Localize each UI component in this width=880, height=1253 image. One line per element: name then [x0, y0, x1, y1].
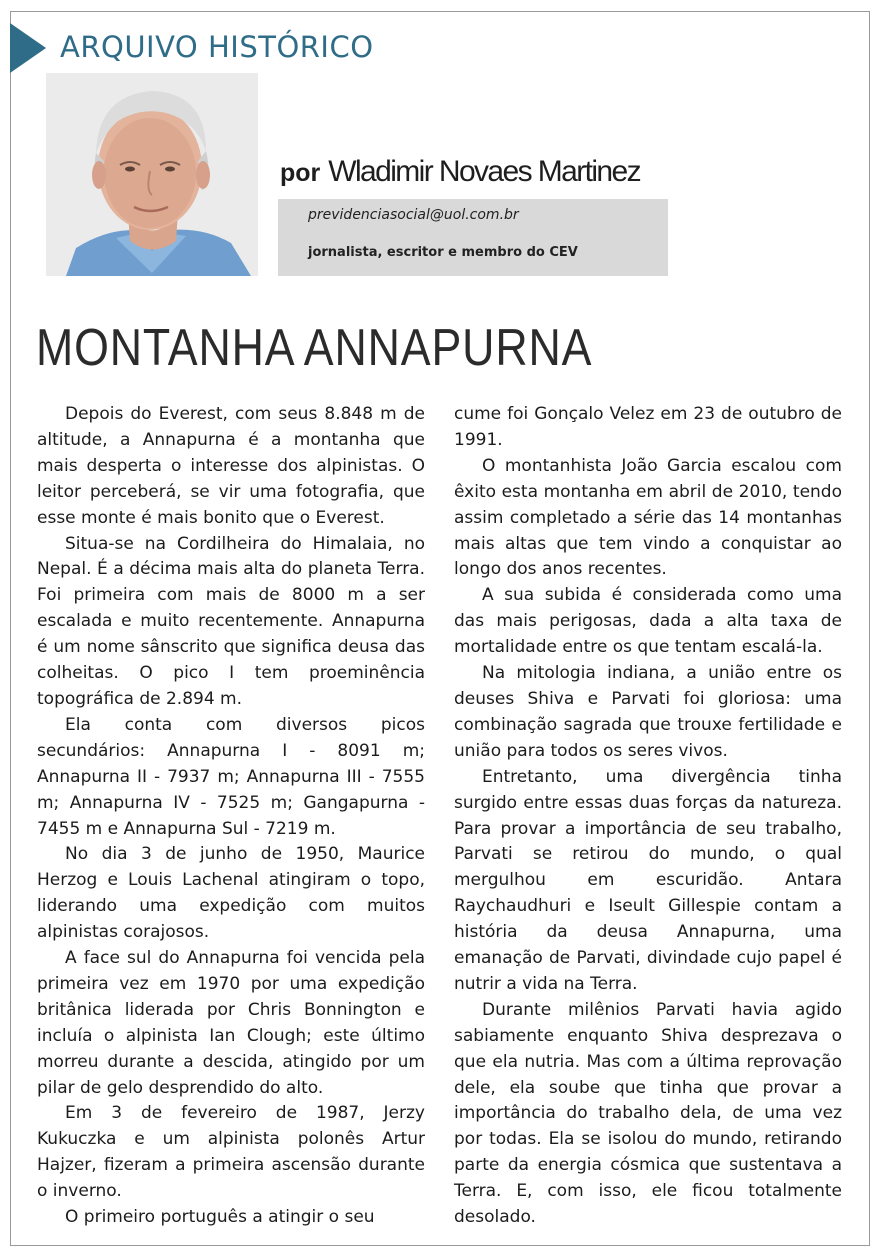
- author-email: previdenciasocial@uol.com.br: [308, 207, 519, 223]
- paragraph: Entretanto, uma divergência tinha surgido entre essas duas forças da natureza. Para provar a importância de seu trabalho, Parvati se retirou do mundo, o qual mergulhou em escuridão. Antara Raychaudhuri e Iseult Gillespie contam a história da deusa Annapurna, uma emanação de Parvati, divindade cujo papel é nutrir a vida na Terra.: [454, 766, 842, 994]
- paragraph: Ela conta com diversos picos secundários: Annapurna I - 8091 m; Annapurna II - 7937 m; Annapurna III - 7555 m; Annapurna IV - 7525 m; Gangapurna - 7455 m e Annapurna Sul - 7219 m.: [37, 714, 425, 839]
- section-title: ARQUIVO HISTÓRICO: [60, 30, 374, 64]
- paragraph: O primeiro português a atingir o seu: [65, 1207, 375, 1228]
- paragraph-continuation: cume foi Gonçalo Velez em 23 de outubro de 1991.: [454, 404, 842, 450]
- author-prefix: por: [280, 159, 321, 187]
- author-photo: [46, 73, 258, 276]
- paragraph: Em 3 de fevereiro de 1987, Jerzy Kukuczka e um alpinista polonês Artur Hajzer, fizeram a primeira ascensão durante o inverno.: [37, 1103, 425, 1202]
- paragraph: Na mitologia indiana, a união entre os deuses Shiva e Parvati foi gloriosa: uma combinação sagrada que trouxe fertilidade e união para todos os seres vivos.: [454, 663, 842, 761]
- paragraph: Situa-se na Cordilheira do Himalaia, no Nepal. É a décima mais alta do planeta Terra. Foi primeira com mais de 8000 m a ser escalada e muito recentemente. Annapurna é um nome sânscrito que significa deusa das colheitas. O pico I tem proeminência topográfica de 2.894 m.: [37, 533, 425, 709]
- paragraph: O montanhista João Garcia escalou com êxito esta montanha em abril de 2010, tendo assim completado a série das 14 montanhas mais altas que tem vindo a conquistar ao longo dos anos recentes.: [454, 455, 842, 580]
- author-info-box: [278, 199, 668, 276]
- article-column-right: [454, 402, 842, 1231]
- paragraph: A sua subida é considerada como uma das mais perigosas, dada a alta taxa de mortalidade entre os que tentam escalá-la.: [454, 585, 842, 658]
- paragraph: A face sul do Annapurna foi vencida pela primeira vez em 1970 por uma expedição britânica liderada por Chris Bonnington e incluía o alpinista Ian Clough; este último morreu durante a descida, atingido por um pilar de gelo desprendido do alto.: [37, 948, 425, 1098]
- paragraph: No dia 3 de junho de 1950, Maurice Herzog e Louis Lachenal atingiram o topo, liderando uma expedição com muitos alpinistas corajosos.: [37, 844, 425, 943]
- author-role: jornalista, escritor e membro do CEV: [308, 245, 578, 260]
- paragraph: Depois do Everest, com seus 8.848 m de altitude, a Annapurna é a montanha que mais desperta o interesse dos alpinistas. O leitor perceberá, se vir uma fotografia, que esse monte é mais bonito que o Everest.: [37, 404, 425, 528]
- article-column-left: [37, 402, 425, 1231]
- author-name: Wladimir Novaes Martinez: [328, 155, 640, 188]
- section-marker-icon: [10, 23, 46, 73]
- author-byline: [280, 153, 640, 195]
- paragraph: Durante milênios Parvati havia agido sabiamente enquanto Shiva desprezava o que ela nutria. Mas com a última reprovação dele, ela soube que tinha que provar a importância do trabalho dela, de uma vez por todas. Ela se isolou do mundo, retirando parte da energia cósmica que sustentava a Terra. E, com isso, ele ficou totalmente desolado.: [454, 999, 842, 1228]
- article-title: MONTANHA ANNAPURNA: [36, 319, 593, 377]
